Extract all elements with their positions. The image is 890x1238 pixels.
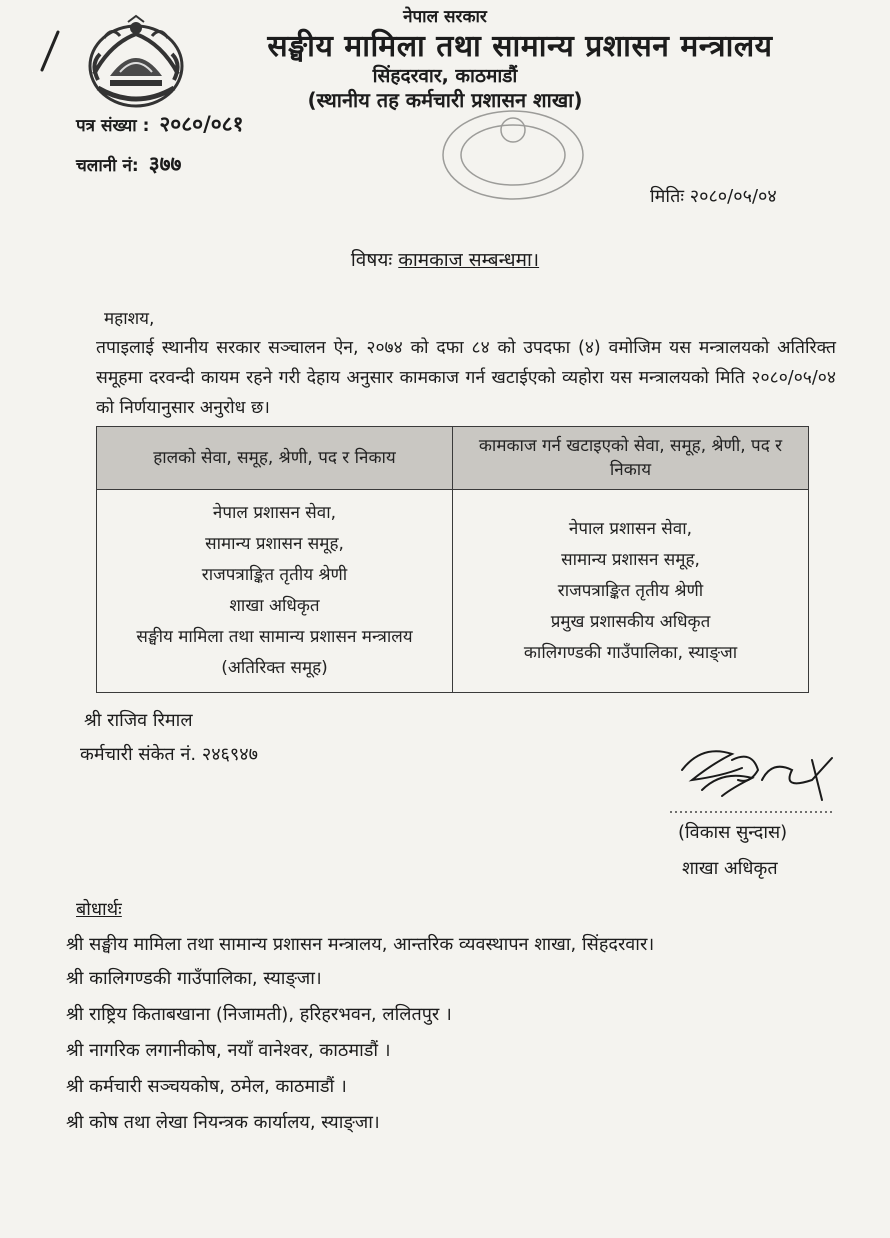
branch-line: (स्थानीय तह कर्मचारी प्रशासन शाखा) — [307, 88, 583, 112]
date-label: मितिः — [650, 186, 684, 207]
cc-item: श्री सङ्घीय मामिला तथा सामान्य प्रशासन मन्त्रालय, आन्तरिक व्यवस्थापन शाखा, सिंहदरवार। — [66, 934, 655, 955]
govt-heading: नेपाल सरकार — [403, 7, 487, 27]
cell-line: (अतिरिक्त समूह) — [221, 658, 328, 678]
signatory-name: (विकास सुन्दास) — [678, 822, 788, 843]
chalani-value: ३७७ — [148, 152, 182, 176]
salutation: महाशय, — [104, 309, 155, 329]
cell-line: सामान्य प्रशासन समूह, — [205, 534, 344, 554]
date-value: २०८०/०५/०४ — [689, 186, 777, 207]
assigned-post-cell — [453, 490, 809, 693]
cell-line: राजपत्राङ्कित तृतीय श्रेणी — [557, 580, 704, 601]
address-line: सिंहदरवार, काठमाडौं — [372, 65, 518, 87]
patra-label: पत्र संख्या : — [76, 116, 150, 136]
subject-text: कामकाज सम्बन्धमा। — [398, 249, 540, 271]
table-row — [97, 490, 809, 693]
ministry-heading: सङ्घीय मामिला तथा सामान्य प्रशासन मन्त्रालय — [267, 29, 773, 64]
cc-item: श्री राष्ट्रिय किताबखाना (निजामती), हरिहरभवन, ललितपुर । — [66, 1004, 452, 1025]
cc-item: श्री कालिगण्डकी गाउँपालिका, स्याङ्जा। — [66, 968, 322, 989]
header-current-post: हालको सेवा, समूह, श्रेणी, पद र निकाय — [97, 427, 453, 490]
header-assigned-post: कामकाज गर्न खटाइएको सेवा, समूह, श्रेणी, पद र निकाय — [453, 427, 809, 490]
cell-line: सङ्घीय मामिला तथा सामान्य प्रशासन मन्त्रालय — [136, 627, 413, 647]
cell-line: प्रमुख प्रशासकीय अधिकृत — [550, 611, 711, 632]
employee-code: कर्मचारी संकेत नं. २४६९४७ — [80, 744, 258, 765]
employee-name: श्री राजिव रिमाल — [84, 710, 193, 731]
cell-line: नेपाल प्रशासन सेवा, — [212, 503, 337, 523]
body-paragraph: तपाइलाई स्थानीय सरकार सञ्चालन ऐन, २०७४ को दफा ८४ को उपदफा (४) वमोजिम यस मन्त्रालयको अतिरिक्त समूहमा दरवन्दी कायम रहने गरी देहाय अनुसार कामकाज गर्न खटाईएको व्यहोरा यस मन्त्रालयको मिति २०८०/०५/०४ को निर्णयानुसार अनुरोध छ। — [96, 338, 836, 418]
cc-item: श्री कर्मचारी सञ्चयकोष, ठमेल, काठमाडौं । — [66, 1076, 347, 1097]
subject-line — [0, 246, 890, 272]
chalani-number — [76, 150, 181, 178]
current-post-cell — [97, 490, 453, 693]
assignment-table — [96, 426, 809, 693]
cc-item: श्री कोष तथा लेखा नियन्त्रक कार्यालय, स्याङ्जा। — [66, 1112, 380, 1133]
table-header-row — [97, 427, 809, 490]
cell-line: शाखा अधिकृत — [229, 596, 320, 616]
subject-label: विषयः — [350, 249, 393, 271]
cell-line: कालिगण्डकी गाउँपालिका, स्याङ्जा — [523, 642, 738, 663]
signature-image — [662, 740, 842, 830]
cc-title: बोधार्थः — [76, 899, 122, 920]
patra-sankhya — [76, 110, 244, 138]
signatory-designation: शाखा अधिकृत — [682, 858, 778, 879]
cell-line: नेपाल प्रशासन सेवा, — [568, 518, 693, 539]
office-stamp — [428, 100, 598, 210]
patra-value: २०८०/०८१ — [159, 112, 244, 136]
cell-line: राजपत्राङ्कित तृतीय श्रेणी — [201, 565, 348, 585]
cc-item: श्री नागरिक लगानीकोष, नयाँ वानेश्वर, काठमाडौं । — [66, 1040, 391, 1061]
cell-line: सामान्य प्रशासन समूह, — [561, 549, 700, 570]
chalani-label: चलानी नं: — [76, 156, 139, 176]
letter-date — [650, 184, 777, 208]
